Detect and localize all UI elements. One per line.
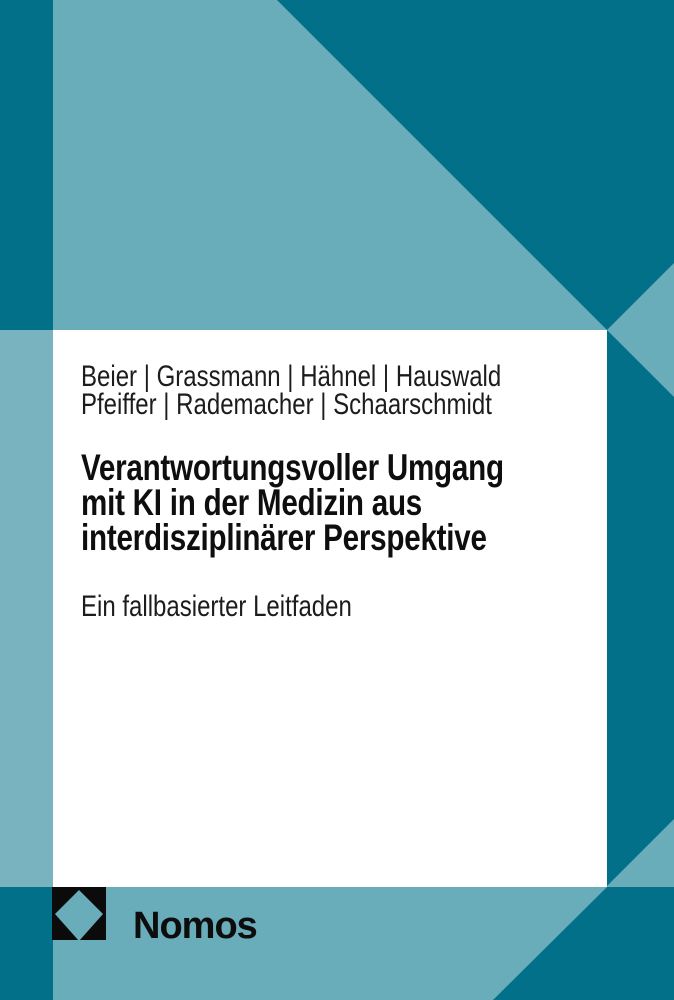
book-title <box>81 447 504 558</box>
title-line-2: mit KI in der Medizin aus <box>81 482 423 523</box>
title-line-3: interdisziplinärer Perspektive <box>81 517 487 558</box>
left-strip <box>0 330 53 887</box>
book-subtitle: Ein fallbasierter Leitfaden <box>81 590 352 623</box>
authors-line-1: Beier | Grassmann | Hähnel | Hauswald <box>81 360 502 393</box>
nomos-diamond-logo-icon <box>52 887 106 941</box>
title-line-1: Verantwortungsvoller Umgang <box>81 447 504 488</box>
authors-line-2: Pfeiffer | Rademacher | Schaarschmidt <box>81 388 492 421</box>
publisher-wordmark: Nomos <box>133 905 257 947</box>
authors-block <box>81 360 502 421</box>
